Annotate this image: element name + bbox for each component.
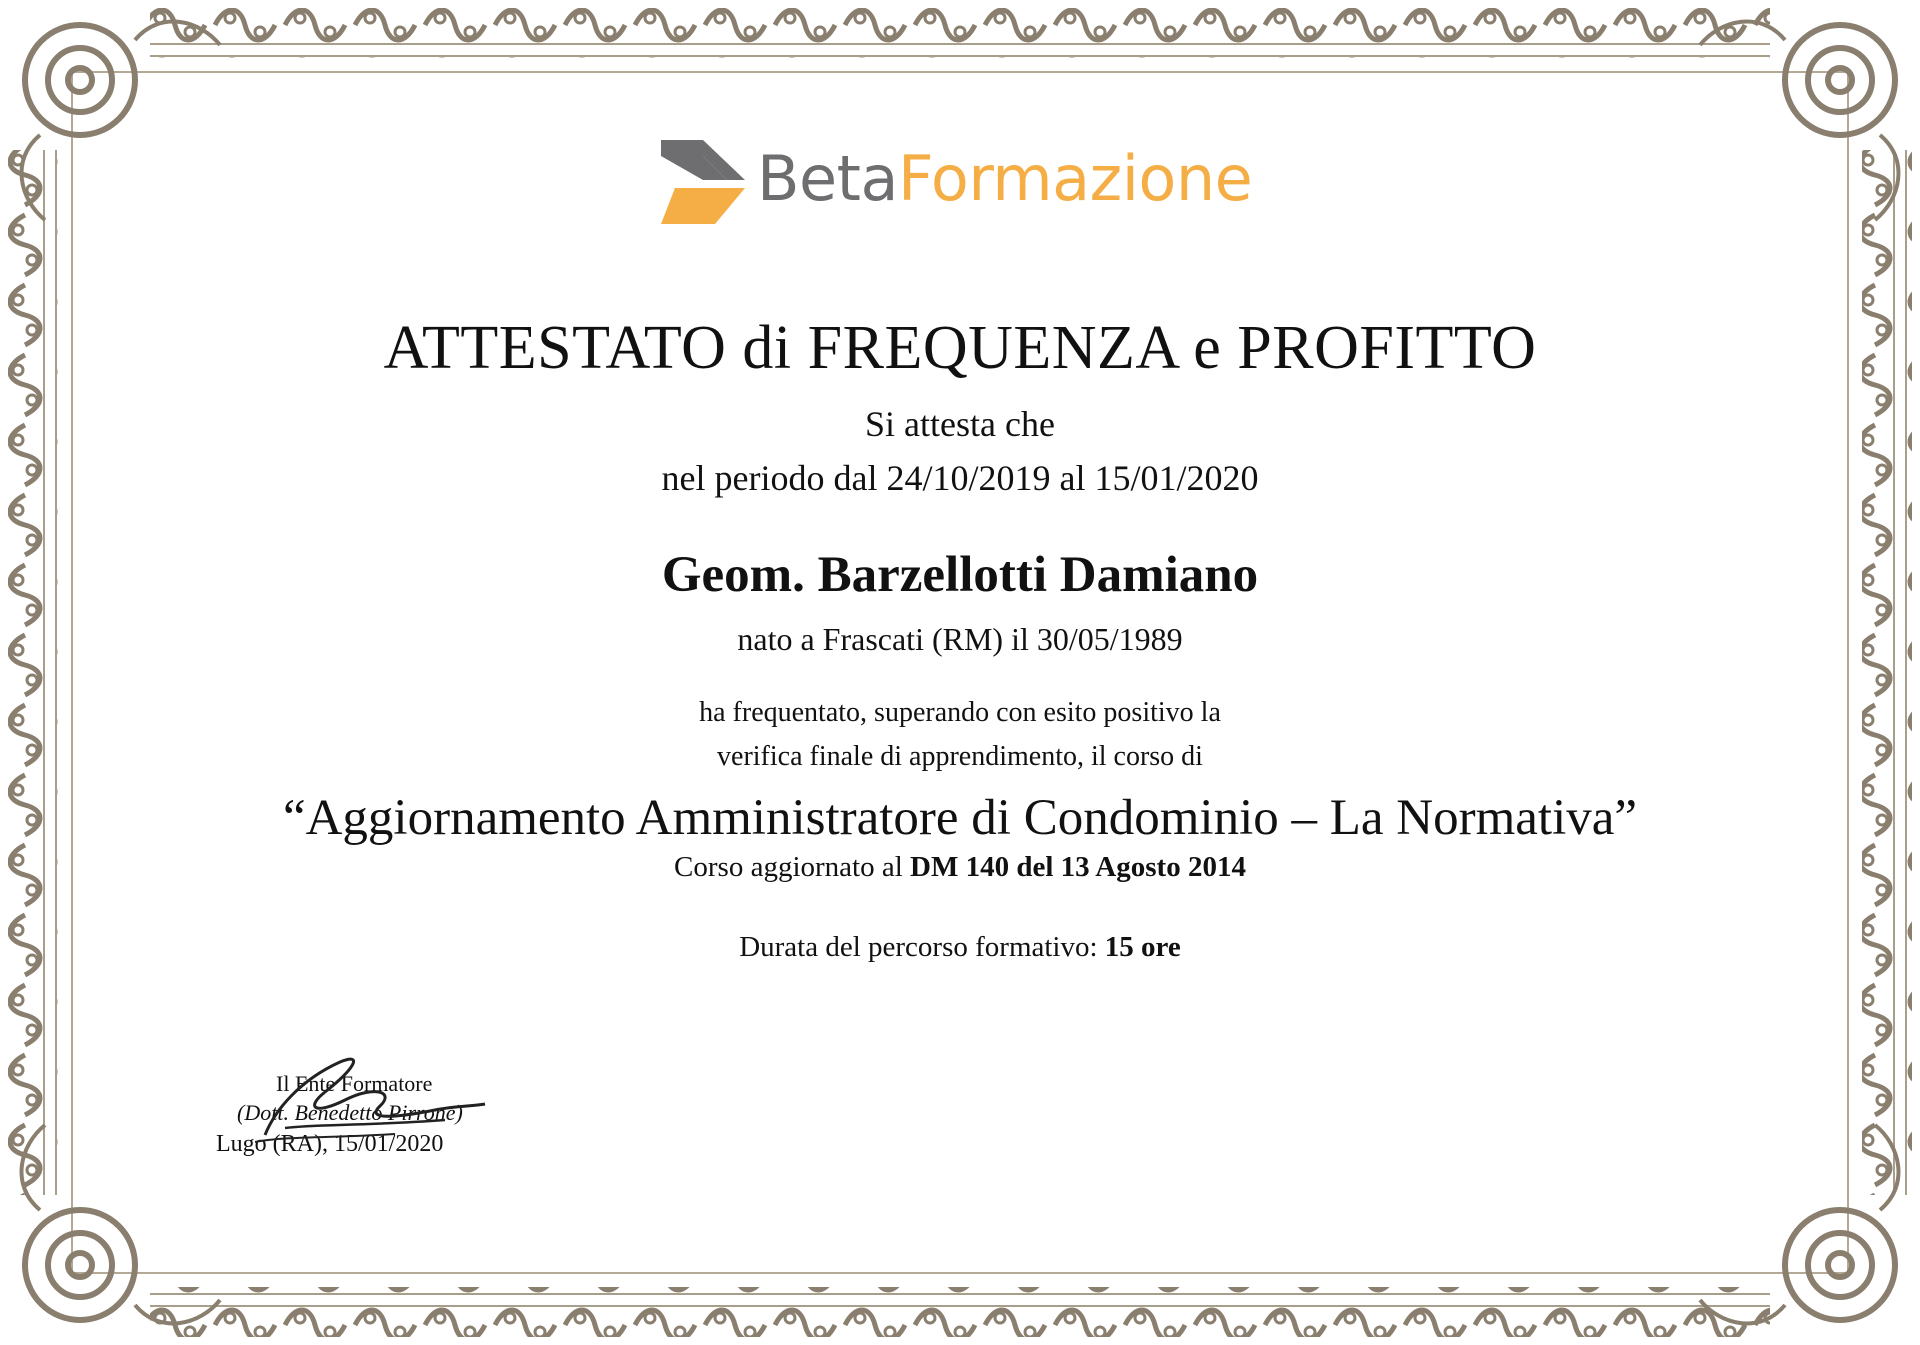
attendance-line-2: verifica finale di apprendimento, il corso di (717, 741, 1203, 772)
logo-chevron-icon (655, 136, 755, 228)
logo-wordmark (757, 138, 1252, 220)
intro-text: Si attesta che (865, 404, 1055, 444)
update-prefix: Corso aggiornato al (674, 851, 911, 883)
birth-info: nato a Frascati (RM) il 30/05/1989 (737, 621, 1183, 657)
period-text: nel periodo dal 24/10/2019 al 15/01/2020 (661, 458, 1259, 498)
handwritten-signature (245, 1040, 495, 1150)
duration-prefix: Durata del percorso formativo: (739, 931, 1105, 963)
signature-role: Il Ente Formatore (276, 1071, 433, 1096)
course-update-line (0, 847, 1920, 887)
signature-place-date: Lugo (RA), 15/01/2020 (216, 1131, 444, 1157)
logo-beta-text: Beta (757, 142, 898, 215)
signature-name: (Dott. Benedetto Pirrone) (237, 1100, 463, 1125)
person-name: Geom. Barzellotti Damiano (661, 547, 1259, 603)
update-reference: DM 140 del 13 Agosto 2014 (910, 851, 1246, 883)
logo-formazione-text: Formazione (897, 142, 1253, 215)
course-title: “Aggiornamento Amministratore di Condominio – La Normativa” (282, 790, 1638, 846)
brand-logo (655, 132, 1295, 232)
certificate-title: ATTESTATO di FREQUENZA e PROFITTO (383, 314, 1537, 382)
duration-value: 15 ore (1104, 931, 1181, 963)
attendance-line-1: ha frequentato, superando con esito positivo la (699, 697, 1221, 728)
duration-line (0, 927, 1920, 967)
